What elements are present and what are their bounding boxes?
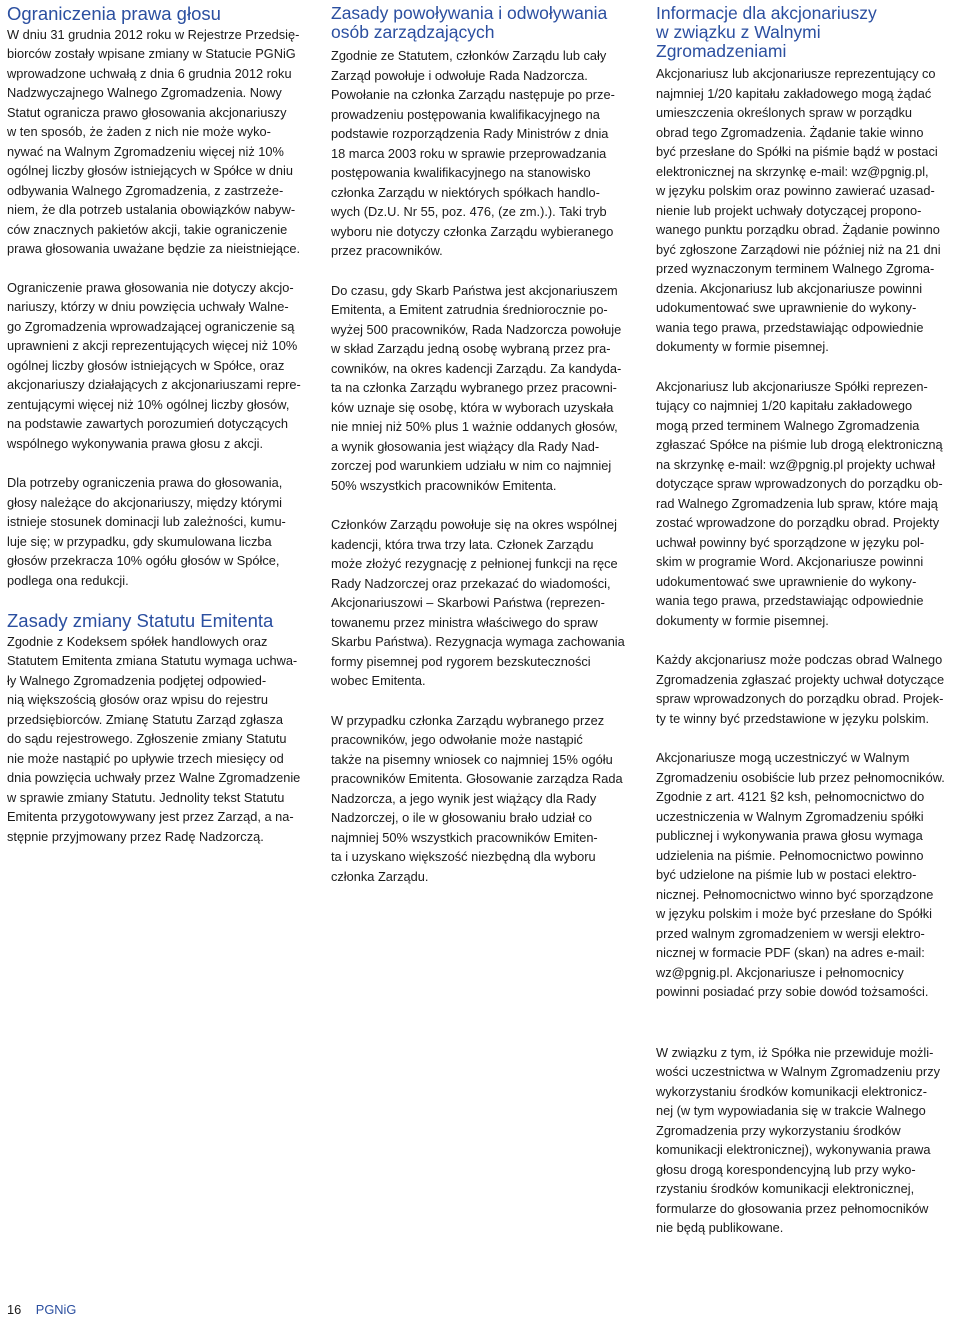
brand-name: PGNiG: [35, 1302, 77, 1317]
paragraph-voting-limits-intro: W dniu 31 grudnia 2012 roku w Rejestrze Przedsię- biorców zostały wpisane zmiany w Statucie PGNiG wprowadzone uchwałą z dnia 6 grudnia 2012 roku Nadzwyczajnego Walnego Zgromadzenia. Nowy Statut ogranicza prawo głosowania akcjonariuszy w ten sposób, że żaden z nich nie może wyko- nywać na Walnym Zgromadzeniu więcej niż 10% ogólnej liczby głosów istniejących w Spółce w dniu odbywania Walnego Zgromadzenia, z zastrzeże- niem, że dla potrzeb ustalania obowiązków nabyw- ców znacznych pakietów akcji, takie ograniczenie prawa głosowania uważane będzie za nieistniejące.: [7, 26, 301, 256]
heading-line: Zasady powoływania i odwoływania: [331, 3, 608, 23]
paragraph-voting-limits-cumulation: Dla potrzeby ograniczenia prawa do głosowania, głosy należące do akcjonariuszy, między którymi istnieje stosunek dominacji lub zależności, kumu- luje się; w przypadku, gdy skumulowana liczba głosów przekracza 10% ogółu głosów w Spółce, podlega ona redukcji.: [7, 475, 286, 588]
heading-line: w związku z Walnymi: [656, 22, 821, 42]
section-heading-shareholder-info: [656, 4, 952, 61]
heading-line: Informacje dla akcjonariuszy: [656, 3, 877, 23]
section-heading-statute-changes: Zasady zmiany Statutu Emitenta: [7, 610, 274, 631]
page-footer: [7, 1302, 76, 1318]
section-heading-voting-limits: Ograniczenia prawa głosu: [7, 3, 221, 24]
paragraph-proxies: Akcjonariusze mogą uczestniczyć w Walnym Zgromadzeniu osobiście lub przez pełnomocników. Zgodnie z art. 4121 §2 ksh, pełnomocnictwo do uczestniczenia w Walnym Zgromadzeniu spółki publicznej i wykonywania prawa głosu wymaga udzielenia na piśmie. Pełnomocnictwo powinno być udzielone na piśmie lub w postaci elektro- nicznej. Pełnomocnictwo winno być sporządzone w języku polskim i może być przesłane do Spółki przed walnym zgromadzeniem w wersji elektro- nicznej w formacie PDF (skan) na adres e-mail: wz@pgnig.pl. Akcjonariusze i pełnomocnicy powinni posiadać przy sobie dowód tożsamości.: [656, 750, 945, 999]
paragraph-agenda-requests: Akcjonariusz lub akcjonariusze reprezentujący co najmniej 1/20 kapitału zakładowego mogą żądać umieszczenia określonych spraw w porządku obrad tego Zgromadzenia. Żądanie takie winno być przesłane do Spółki na piśmie bądź w postaci elektronicznej na skrzynkę e-mail: wz@pgnig.pl, w języku polskim oraz powinno zawierać uzasad- nienie lub projekt uchwały dotyczącej propono- wanego punktu porządku obrad. Żądanie powinno być zgłoszone Zarządowi nie później niż na 21 dni przed wyznaczonym terminem Walnego Zgroma- dzenia. Akcjonariusz lub akcjonariusze powinni udokumentować swe uprawnienie do wykony- wania tego prawa, przedstawiając odpowiednie dokumenty w formie pisemnej.: [656, 66, 941, 354]
section-heading-management-appointment: [331, 4, 627, 42]
paragraph-electronic-participation: W związku z tym, iż Spółka nie przewiduje możli- wości uczestnictwa w Walnym Zgromadzeniu przy wykorzystaniu środków komunikacji elektronicz- nej (w tym wypowiadania się w trakcie Walnego Zgromadzenia przy wykorzystaniu środków komunikacji elektronicznej), wykonywania prawa głosu drogą korespondencyjną lub przy wyko- rzystaniu środków komunikacji elektronicznej, formularze do głosowania przez pełnomocników nie będą publikowane.: [656, 1044, 940, 1235]
paragraph-voting-limits-exception: Ograniczenie prawa głosowania nie dotyczy akcjo- nariuszy, którzy w dniu powzięcia uchwały Walne- go Zgromadzenia wprowadzającej ograniczenie są uprawnieni z akcji reprezentujących więcej niż 10% ogólnej liczby głosów istniejących w Spółce, oraz akcjonariuszy działających z akcjonariuszami repre- zentującymi więcej niż 10% ogólnej liczby głosów, na podstawie zawartych porozumień dotyczących wspólnego wykonywania prawa głosu z akcji.: [7, 279, 301, 451]
paragraph-appointment-rules: Zgodnie ze Statutem, członków Zarządu lub cały Zarząd powołuje i odwołuje Rada Nadzorcza. Powołanie na członka Zarządu następuje po prze- prowadzeniu postępowania kwalifikacyjnego na podstawie rozporządzenia Rady Ministrów z dnia 18 marca 2003 roku w sprawie przeprowadzania postępowania kwalifikacyjnego na stanowisko członka Zarządu w niektórych spółkach handlo- wych (Dz.U. Nr 55, poz. 476, (ze zm.).). Taki tryb wyboru nie dotyczy członka Zarządu wybieranego przez pracowników.: [331, 48, 615, 258]
paragraph-term-of-office: Członków Zarządu powołuje się na okres wspólnej kadencji, która trwa trzy lata. Członek Zarządu może złożyć rezygnację z pełnionej funkcji na ręce Rady Nadzorczej oraz przekazać do wiadomości, Akcjonariuszowi – Skarbowi Państwa (reprezen- towanemu przez ministra właściwego do spraw Skarbu Państwa). Rezygnacja wymaga zachowania formy pisemnej pod rygorem bezskuteczności wobec Emitenta.: [331, 517, 625, 688]
paragraph-statute-changes: Zgodnie z Kodeksem spółek handlowych oraz Statutem Emitenta zmiana Statutu wymaga uchwa- ły Walnego Zgromadzenia podjętej odpowied- nią większością głosów oraz wpisu do rejestru przedsiębiorców. Zmianę Statutu Zarząd zgłasza do sądu rejestrowego. Zgłoszenie zmiany Statutu nie może nastąpić po upływie trzech miesięcy od dnia powzięcia uchwały przez Walne Zgromadzenie w sprawie zmiany Statutu. Jednolity tekst Statutu Emitenta przygotowywany jest przez Zarząd, a na- stępnie przyjmowany przez Radę Nadzorczą.: [7, 633, 301, 844]
heading-line: osób zarządzających: [331, 22, 495, 42]
column-left: [7, 0, 303, 846]
paragraph-employee-elected-member: Do czasu, gdy Skarb Państwa jest akcjonariuszem Emitenta, a Emitent zatrudnia średniorocznie po- wyżej 500 pracowników, Rada Nadzorcza powołuje w skład Zarządu jedną osobę wybraną przez pra- cowników, na okres kadencji Zarządu. Za kandyda- ta na członka Zarządu wybranego przez pracowni- ków uznaje się osobę, która w wyborach uzyskała nie mniej niż 50% plus 1 ważnie oddanych głosów, a wynik głosowania jest wiążący dla Rady Nad- zorczej pod warunkiem udziału w nim co najmniej 50% wszystkich pracowników Emitenta.: [331, 282, 622, 493]
page-number: 16: [7, 1302, 22, 1317]
paragraph-proposals-during-meeting: Każdy akcjonariusz może podczas obrad Walnego Zgromadzenia zgłaszać projekty uchwał dotyczące spraw wprowadzonych do porządku obrad. Projek- ty te winny być przedstawione w języku polskim.: [656, 652, 945, 726]
paragraph-draft-resolutions: Akcjonariusz lub akcjonariusze Spółki reprezen- tujący co najmniej 1/20 kapitału zakładowego mogą przed terminem Walnego Zgromadzenia zgłaszać Spółce na piśmie lub drogą elektroniczną na skrzynkę e-mail: wz@pgnig.pl projekty uchwał dotyczące spraw wprowadzonych do porządku ob- rad Walnego Zgromadzenia lub spraw, które mają zostać wprowadzone do porządku obrad. Projekty uchwał powinny być sporządzone w języku pol- skim w programie Word. Akcjonariusze powinni udokumentować swe uprawnienie do wykony- wania tego prawa, przedstawiając odpowiednie dokumenty w formie pisemnej.: [656, 378, 943, 628]
column-right: [656, 0, 952, 1238]
heading-line: Zgromadzeniami: [656, 41, 787, 61]
paragraph-dismissal: W przypadku członka Zarządu wybranego przez pracowników, jego odwołanie może nastąpić także na pisemny wniosek co najmniej 15% ogółu pracowników Emitenta. Głosowanie zarządza Rada Nadzorcza, a jego wynik jest wiążący dla Rady Nadzorczej, o ile w głosowaniu brało udział co najmniej 50% wszystkich pracowników Emiten- ta i uzyskano większość niezbędną dla wyboru członka Zarządu.: [331, 712, 623, 884]
column-middle: [331, 0, 627, 886]
